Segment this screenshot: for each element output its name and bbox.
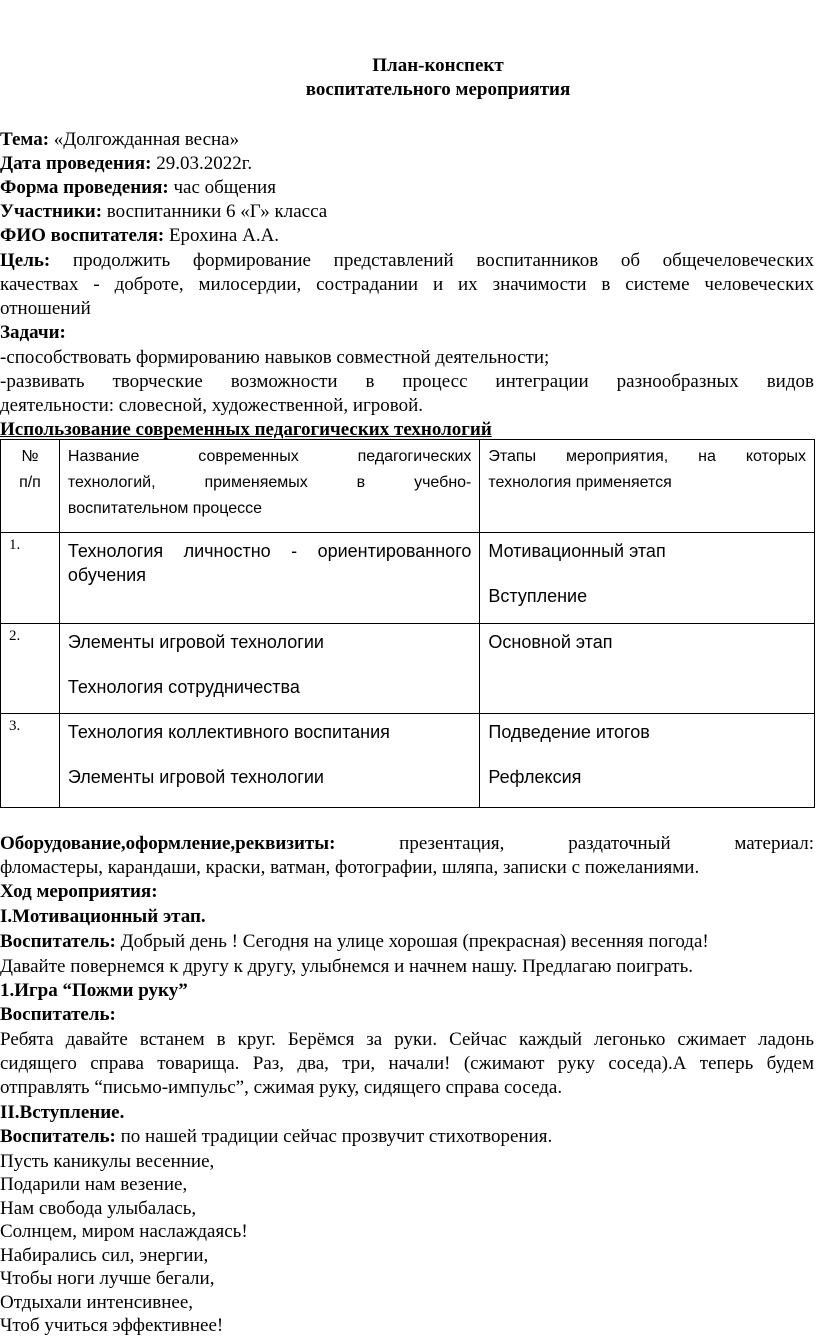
row-tech-line-2: обучения (67, 565, 146, 585)
table-row (1, 624, 815, 714)
equipment-text-1: презентация, раздаточный материал: (335, 833, 814, 854)
goal-text-1: продолжить формирование представлений воспитанников об общечеловеческих (50, 250, 814, 271)
row-tech-line-1: Технология личностно - ориентированного (67, 541, 472, 561)
row-tech-line-1: Элементы игровой технологии (67, 632, 324, 652)
topic-value: «Долгожданная весна» (49, 129, 240, 150)
document-subtitle: воспитательного мероприятия (305, 79, 571, 100)
row-num: 1. (9, 537, 21, 553)
form-value: час общения (168, 177, 276, 198)
teacher-speaker-label: Воспитатель: (0, 931, 116, 952)
header-stage-line-1: Этапы мероприятия, на которых (488, 448, 806, 465)
goal-line-1 (0, 249, 814, 273)
game-line-2: сидящего справа товарища. Раз, два, три, начали! (сжимают руку соседа).А теперь будем (0, 1053, 814, 1074)
header-name-line-2: технологий, применяемых в учебно- (67, 474, 472, 491)
poem-line: Чтоб учиться эффективнее! (0, 1315, 224, 1336)
poem-line: Набирались сил, энергии, (0, 1245, 209, 1266)
header-num-line-2: п/п (19, 474, 41, 491)
row-stage-1: Подведение итогов (488, 722, 650, 742)
row-tech-line-1: Технология коллективного воспитания (67, 722, 390, 742)
row-tech-line-2: Элементы игровой технологии (67, 767, 324, 787)
row-num-cell (1, 714, 60, 808)
teacher-speaker-label-3: Воспитатель: (0, 1126, 116, 1147)
header-num-line-1: № (21, 448, 39, 465)
topic-label: Тема: (0, 129, 50, 150)
teacher-value: Ерохина А.А. (164, 225, 280, 246)
row-tech-cell (59, 714, 479, 808)
participants-label: Участники: (0, 201, 103, 222)
greeting-line-1 (0, 930, 814, 954)
topic-line (0, 128, 814, 152)
header-stage-cell (480, 440, 815, 533)
document-title: План-конспект (372, 55, 504, 76)
equipment-line-1 (0, 832, 814, 856)
poem-line: Подарили нам везение, (0, 1174, 188, 1195)
teacher-line (0, 224, 814, 248)
table-header-row (1, 440, 815, 533)
row-stage-2: Рефлексия (488, 767, 582, 787)
header-name-cell (59, 440, 479, 533)
game-line-1: Ребята давайте встанем в круг. Берёмся за руки. Сейчас каждый легонько сжимает ладонь (0, 1029, 814, 1050)
poem-line: Отдыхали интенсивнее, (0, 1292, 194, 1313)
participants-line (0, 200, 814, 224)
technologies-table (0, 439, 815, 808)
header-name-line-3: воспитательном процессе (67, 500, 263, 517)
row-num: 3. (9, 718, 21, 734)
equipment-line-2: фломастеры, карандаши, краски, ватман, фотографии, шляпа, записки с пожеланиями. (0, 857, 700, 878)
stage-2-heading: II.Вступление. (0, 1102, 125, 1123)
row-tech-line-2: Технология сотрудничества (67, 677, 300, 697)
form-line (0, 176, 814, 200)
goal-label: Цель: (0, 250, 51, 271)
poem-line: Пусть каникулы весенние, (0, 1151, 215, 1172)
row-num: 2. (9, 628, 21, 644)
row-stage-1: Основной этап (488, 632, 613, 652)
task-2-line-2: деятельности: словесной, художественной, игровой. (0, 395, 424, 416)
row-tech-cell (59, 533, 479, 624)
intro-line (0, 1125, 814, 1149)
equipment-label: Оборудование,оформление,реквизиты: (0, 833, 336, 854)
table-row (1, 714, 815, 808)
goal-line-2: качествах - доброте, милосердии, сострадании и их значимости в системе человеческих (0, 274, 814, 295)
teacher-speaker-label-2: Воспитатель: (0, 1004, 116, 1025)
poem-line: Чтобы ноги лучше бегали, (0, 1268, 215, 1289)
row-num-cell (1, 533, 60, 624)
date-label: Дата проведения: (0, 153, 152, 174)
game-heading: 1.Игра “Пожми руку” (0, 980, 188, 1001)
greeting-text-1: Добрый день ! Сегодня на улице хорошая (прекрасная) весенняя погода! (115, 931, 709, 952)
poem-line: Нам свобода улыбалась, (0, 1198, 197, 1219)
task-2-line-1: -развивать творческие возможности в процесс интеграции разнообразных видов (0, 371, 814, 392)
row-stage-1: Мотивационный этап (488, 541, 666, 561)
header-num-cell (1, 440, 60, 533)
row-stage-2: Вступление (488, 586, 588, 606)
row-stage-cell (480, 624, 815, 714)
header-name-line-1: Название современных педагогических (67, 448, 472, 465)
row-num-cell (1, 624, 60, 714)
form-label: Форма проведения: (0, 177, 169, 198)
goal-line-3: отношений (0, 298, 91, 319)
intro-text: по нашей традиции сейчас прозвучит стихотворения. (115, 1126, 553, 1147)
date-value: 29.03.2022г. (151, 153, 253, 174)
game-line-3: отправлять “письмо-импульс”, сжимая руку, сидящего справа соседа. (0, 1077, 563, 1098)
header-stage-line-2: технология применяется (488, 474, 672, 491)
row-stage-cell (480, 714, 815, 808)
task-1: -способствовать формированию навыков совместной деятельности; (0, 347, 550, 368)
row-stage-cell (480, 533, 815, 624)
table-row (1, 533, 815, 624)
teacher-label: ФИО воспитателя: (0, 225, 165, 246)
row-tech-cell (59, 624, 479, 714)
date-line (0, 152, 814, 176)
stage-1-heading: I.Мотивационный этап. (0, 906, 206, 927)
tasks-label: Задачи: (0, 322, 66, 343)
poem-line: Солнцем, миром наслаждаясь! (0, 1221, 248, 1242)
tech-heading: Использование современных педагогических технологий (0, 419, 492, 440)
participants-value: воспитанники 6 «Г» класса (102, 201, 328, 222)
course-heading: Ход мероприятия: (0, 881, 158, 902)
greeting-line-2: Давайте повернемся к другу к другу, улыбнемся и начнем нашу. Предлагаю поиграть. (0, 956, 694, 977)
